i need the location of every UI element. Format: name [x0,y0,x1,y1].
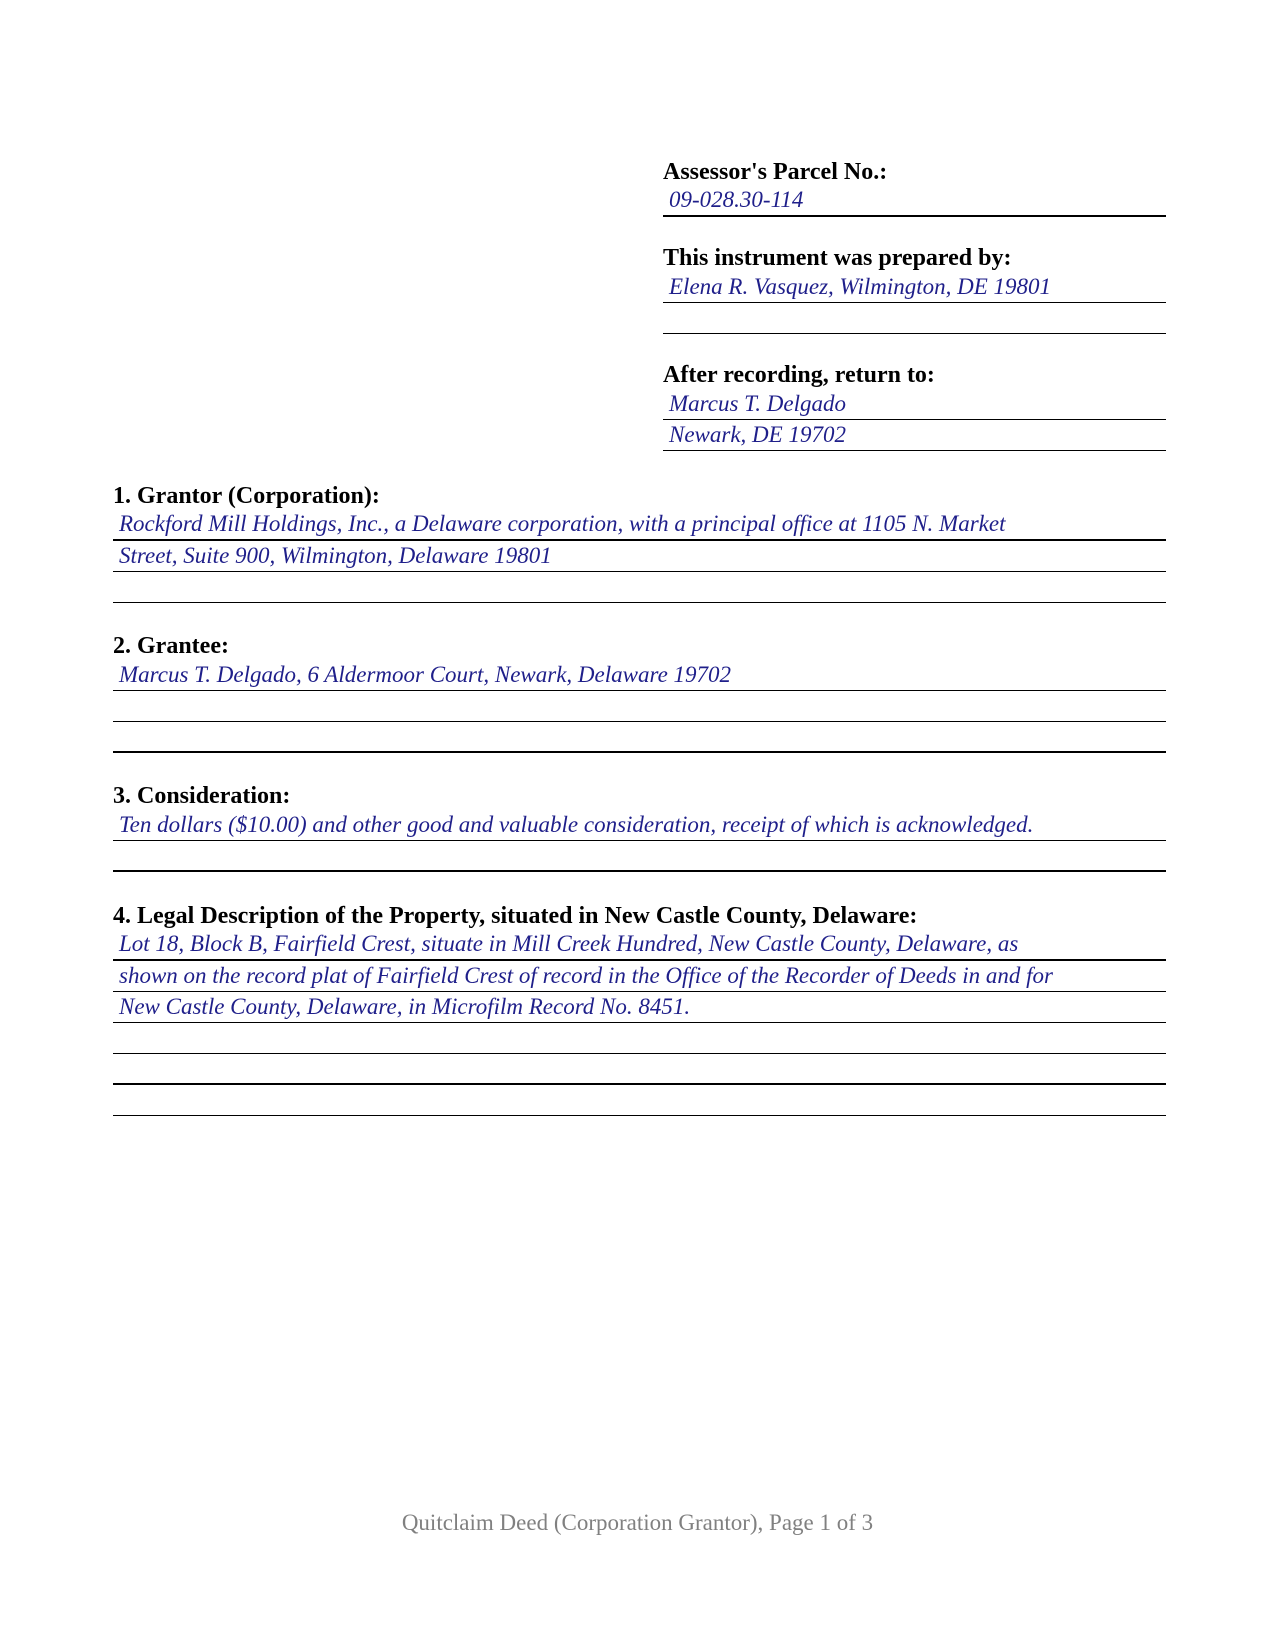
return-to-line-1 [663,389,1166,420]
prepared-by-line-1 [663,272,1166,303]
legal-description-line-4 [113,1023,1166,1054]
grantor-line-3 [113,572,1166,603]
page-footer: Quitclaim Deed (Corporation Grantor), Page 1 of 3 [401,1510,874,1535]
grantor-line-2 [113,541,1166,572]
parcel-number-line [663,186,1166,217]
legal-description-value-1: Lot 18, Block B, Fairfield Crest, situate in Mill Creek Hundred, New Castle County, Delaware, as [119,931,1019,956]
consideration-line-1 [113,810,1166,841]
grantor-section [113,482,1166,603]
consideration-value-1: Ten dollars ($10.00) and other good and valuable consideration, receipt of which is acknowledged. [119,812,1034,837]
legal-description-line-1 [113,930,1166,961]
consideration-label: 3. Consideration: [113,783,291,809]
legal-description-line-3 [113,992,1166,1023]
legal-description-line-2 [113,961,1166,992]
grantee-value-1: Marcus T. Delgado, 6 Aldermoor Court, Newark, Delaware 19702 [119,662,732,687]
prepared-by-value: Elena R. Vasquez, Wilmington, DE 19801 [669,274,1052,299]
return-to-label: After recording, return to: [663,362,935,388]
grantor-line-1 [113,510,1166,541]
legal-description-line-5 [113,1054,1166,1085]
grantor-label: 1. Grantor (Corporation): [113,483,380,509]
parcel-number-value: 09-028.30-114 [669,187,804,212]
return-to-line-2 [663,420,1166,451]
legal-description-line-6 [113,1085,1166,1116]
parcel-number-label: Assessor's Parcel No.: [663,159,888,185]
grantee-section [113,632,1166,753]
return-to-block [663,361,1166,451]
return-to-city: Newark, DE 19702 [669,422,846,447]
prepared-by-line-2 [663,303,1166,334]
consideration-section [113,782,1166,872]
legal-description-value-2: shown on the record plat of Fairfield Crest of record in the Office of the Recorder of Deeds in and for [119,963,1053,988]
grantee-line-1 [113,660,1166,691]
grantee-line-3 [113,722,1166,753]
grantor-value-1: Rockford Mill Holdings, Inc., a Delaware corporation, with a principal office at 1105 N. Market [119,511,1006,536]
grantor-value-2: Street, Suite 900, Wilmington, Delaware 19801 [119,543,552,568]
grantee-label: 2. Grantee: [113,633,229,659]
legal-description-value-3: New Castle County, Delaware, in Microfilm Record No. 8451. [119,994,691,1019]
prepared-by-block [663,244,1166,334]
grantee-line-2 [113,691,1166,722]
return-to-name: Marcus T. Delgado [669,391,846,416]
legal-description-section [113,902,1166,1116]
legal-description-label: 4. Legal Description of the Property, situated in New Castle County, Delaware: [113,903,918,929]
consideration-line-2 [113,841,1166,872]
prepared-by-label: This instrument was prepared by: [663,245,1012,271]
parcel-number-block [663,158,1166,217]
